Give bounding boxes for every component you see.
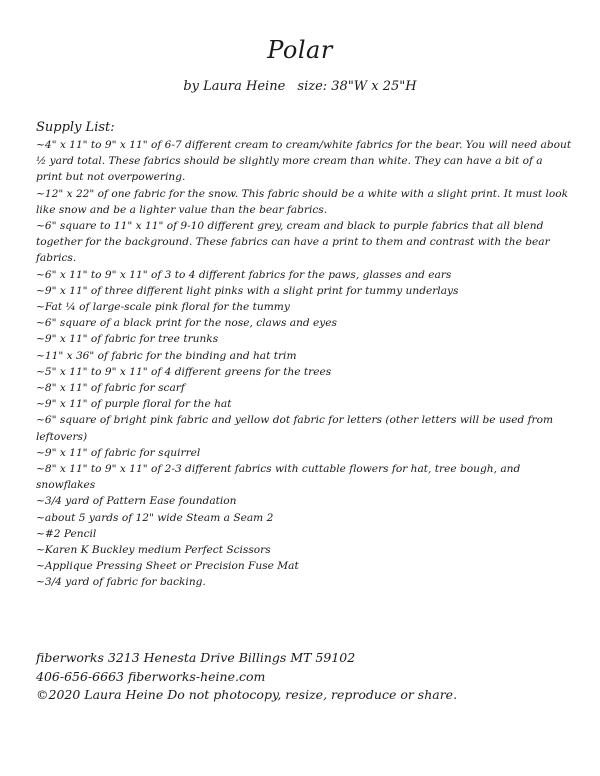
author-credit: by Laura Heine <box>183 79 286 94</box>
supply-item: ~#2 Pencil <box>36 527 97 540</box>
supply-item: ~Fat ¼ of large-scale pink floral for the tummy <box>36 301 290 314</box>
footer-address: fiberworks 3213 Henesta Drive Billings MT 59102 <box>36 650 356 665</box>
supply-item: ~11" x 36" of fabric for the binding and hat trim <box>36 349 297 362</box>
footer <box>36 649 576 705</box>
supply-item: ~5" x 11" to 9" x 11" of 4 different greens for the trees <box>36 365 332 378</box>
supply-item: ~8" x 11" to 9" x 11" of 2-3 different fabrics with cuttable flowers for hat, tree bough, and snowflakes <box>36 463 521 492</box>
supply-item: ~9" x 11" of three different light pinks with a slight print for tummy underlays <box>36 284 459 297</box>
supply-item: ~6" square of bright pink fabric and yellow dot fabric for letters (other letters will be used from leftovers) <box>36 414 554 443</box>
supply-list <box>36 137 572 591</box>
supply-item: ~Applique Pressing Sheet or Precision Fuse Mat <box>36 560 299 573</box>
supply-item: ~6" x 11" to 9" x 11" of 3 to 4 different fabrics for the paws, glasses and ears <box>36 268 452 281</box>
supply-list-heading: Supply List: <box>36 120 115 135</box>
supply-item: ~9" x 11" of purple floral for the hat <box>36 398 232 411</box>
page-title: Polar <box>267 36 333 64</box>
supply-item: ~8" x 11" of fabric for scarf <box>36 382 185 395</box>
supply-item: ~about 5 yards of 12" wide Steam a Seam 2 <box>36 511 274 524</box>
supply-item: ~3/4 yard of fabric for backing. <box>36 576 206 589</box>
footer-copyright: ©2020 Laura Heine Do not photocopy, resize, reproduce or share. <box>36 687 458 702</box>
quilt-size: size: 38"W x 25"H <box>297 79 417 94</box>
supply-item: ~3/4 yard of Pattern Ease foundation <box>36 495 237 508</box>
supply-item: ~9" x 11" of fabric for squirrel <box>36 446 201 459</box>
supply-item: ~6" square to 11" x 11" of 9-10 different grey, cream and black to purple fabrics that all blend together for the background. These fabrics can have a print to them and contrast with the bear fabrics. <box>36 220 550 265</box>
byline <box>0 79 600 94</box>
supply-item: ~4" x 11" to 9" x 11" of 6-7 different cream to cream/white fabrics for the bear. You will need about ½ yard total. These fabrics should be slightly more cream than white. They can have a bit of a print but not overpowering. <box>36 139 572 184</box>
supply-item: ~12" x 22" of one fabric for the snow. This fabric should be a white with a slight print. It must look like snow and be a lighter value than the bear fabrics. <box>36 187 569 216</box>
footer-contact: 406-656-6663 fiberworks-heine.com <box>36 668 266 684</box>
supply-item: ~9" x 11" of fabric for tree trunks <box>36 333 219 346</box>
supply-item: ~6" square of a black print for the nose, claws and eyes <box>36 317 337 330</box>
supply-item: ~Karen K Buckley medium Perfect Scissors <box>36 544 271 557</box>
